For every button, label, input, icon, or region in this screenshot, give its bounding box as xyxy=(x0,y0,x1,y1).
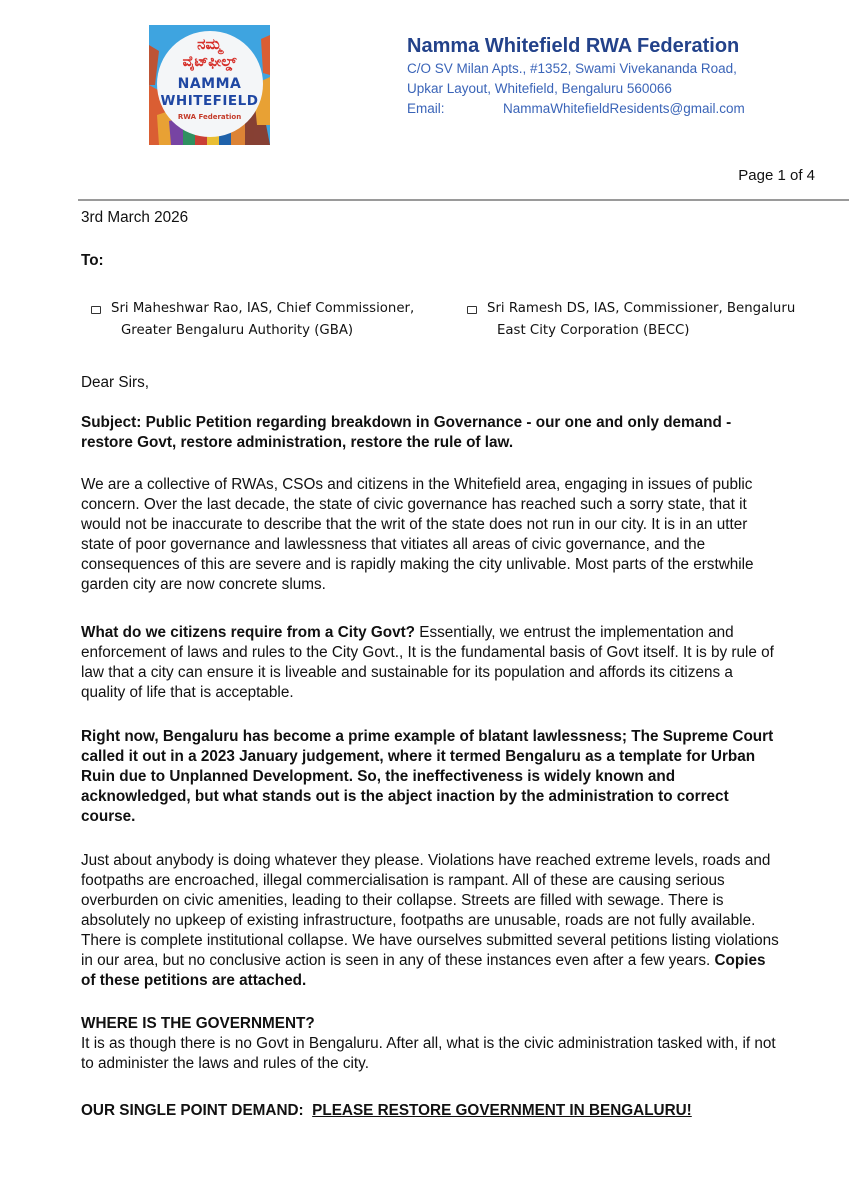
paragraph-citizen-requirements xyxy=(81,623,781,703)
logo-title-line2: WHITEFIELD xyxy=(160,93,259,109)
paragraph-body: Just about anybody is doing whatever they please. Violations have reached extreme levels, roads and footpaths are encroached, illegal commercialisation is rampant. All of these are causing serious overburden on civic amenities, leading to their collapse. Streets are filled with sewage. There is absolutely no upkeep of existing infrastructure, footpaths are unusable, roads are not fully available. There is complete institutional collapse. We have ourselves submitted several petitions listing violations in our area, but no conclusive action is seen in any of these instances even after a few years. xyxy=(81,852,779,969)
checkbox-bullet-icon xyxy=(467,306,477,314)
logo-subtitle: RWA Federation xyxy=(177,113,242,121)
recipient-1-line2: Greater Bengaluru Authority (GBA) xyxy=(121,323,354,338)
page-indicator: Page 1 of 4 xyxy=(738,167,815,184)
email-row xyxy=(407,99,745,119)
subject-line: Subject: Public Petition regarding breakdown in Governance - our one and only demand - restore Govt, restore administration, restore the rule of law. xyxy=(81,414,732,451)
demand-text: PLEASE RESTORE GOVERNMENT IN BENGALURU! xyxy=(312,1102,692,1119)
recipient-2-line1: Sri Ramesh DS, IAS, Commissioner, Bengaluru xyxy=(487,301,796,316)
recipient-1-line1: Sri Maheshwar Rao, IAS, Chief Commissioner, xyxy=(111,301,415,316)
attachments-note: Copies of these petitions are attached. xyxy=(81,952,766,989)
namma-whitefield-logo xyxy=(149,25,270,145)
paragraph-body: It is as though there is no Govt in Bengaluru. After all, what is the civic administration tasked with, if not to administer the laws and rules of the city. xyxy=(81,1035,776,1072)
email-address: NammaWhitefieldResidents@gmail.com xyxy=(503,101,745,116)
salutation: Dear Sirs, xyxy=(81,374,149,391)
recipient-1 xyxy=(91,298,414,342)
paragraph-body: Essentially, we entrust the implementation and enforcement of laws and rules to the City Govt., It is the fundamental basis of Govt itself. It is by rule of law that a city can ensure it is liveable and sustainable for its population and affords its citizens a quality of life that is acceptable. xyxy=(81,624,774,701)
paragraph-question: What do we citizens require from a City Govt? xyxy=(81,624,416,641)
letter-date: 3rd March 2026 xyxy=(81,209,189,226)
org-name: Namma Whitefield RWA Federation xyxy=(407,35,740,57)
paragraph-supreme-court: Right now, Bengaluru has become a prime example of blatant lawlessness; The Supreme Court called it out in a 2023 January judgement, where it termed Bengaluru as a template for Urban Ruin due to Unplanned Development. So, the ineffectiveness is widely known and acknowledged, but what stands out is the abject inaction by the administration to correct course. xyxy=(81,728,774,825)
paragraph-where-is-government xyxy=(81,1014,781,1074)
logo-kannada-line1: ನಮ್ಮ xyxy=(197,35,222,53)
paragraph-violations xyxy=(81,851,781,991)
address-line-2: Upkar Layout, Whitefield, Bengaluru 560066 xyxy=(407,81,672,96)
email-label: Email: xyxy=(407,101,445,116)
section-heading: WHERE IS THE GOVERNMENT? xyxy=(81,1015,315,1032)
header-divider xyxy=(78,199,849,201)
logo-title-line1: NAMMA xyxy=(177,76,242,92)
checkbox-bullet-icon xyxy=(91,306,101,314)
to-label: To: xyxy=(81,252,104,269)
logo-kannada-line2: ವೈಟ್‌ಫೀಲ್ಡ್ xyxy=(182,54,237,70)
paragraph-intro: We are a collective of RWAs, CSOs and citizens in the Whitefield area, engaging in issues of public concern. Over the last decade, the state of civic governance has reached such a sorry state, that it would not be inaccurate to describe that the writ of the state does not run in our city. It is in an utter state of poor governance and lawlessness that vitiates all areas of civic governance, and the consequences of this are severe and is rapidly making the city unlivable. Most parts of the erstwhile garden city are now concrete slums. xyxy=(81,476,754,593)
single-point-demand xyxy=(81,1101,781,1121)
letterhead-org-block xyxy=(407,33,745,119)
recipient-2 xyxy=(467,298,795,342)
demand-label: OUR SINGLE POINT DEMAND: xyxy=(81,1102,313,1119)
recipient-2-line2: East City Corporation (BECC) xyxy=(497,323,690,338)
address-line-1: C/O SV Milan Apts., #1352, Swami Vivekananda Road, xyxy=(407,61,737,76)
